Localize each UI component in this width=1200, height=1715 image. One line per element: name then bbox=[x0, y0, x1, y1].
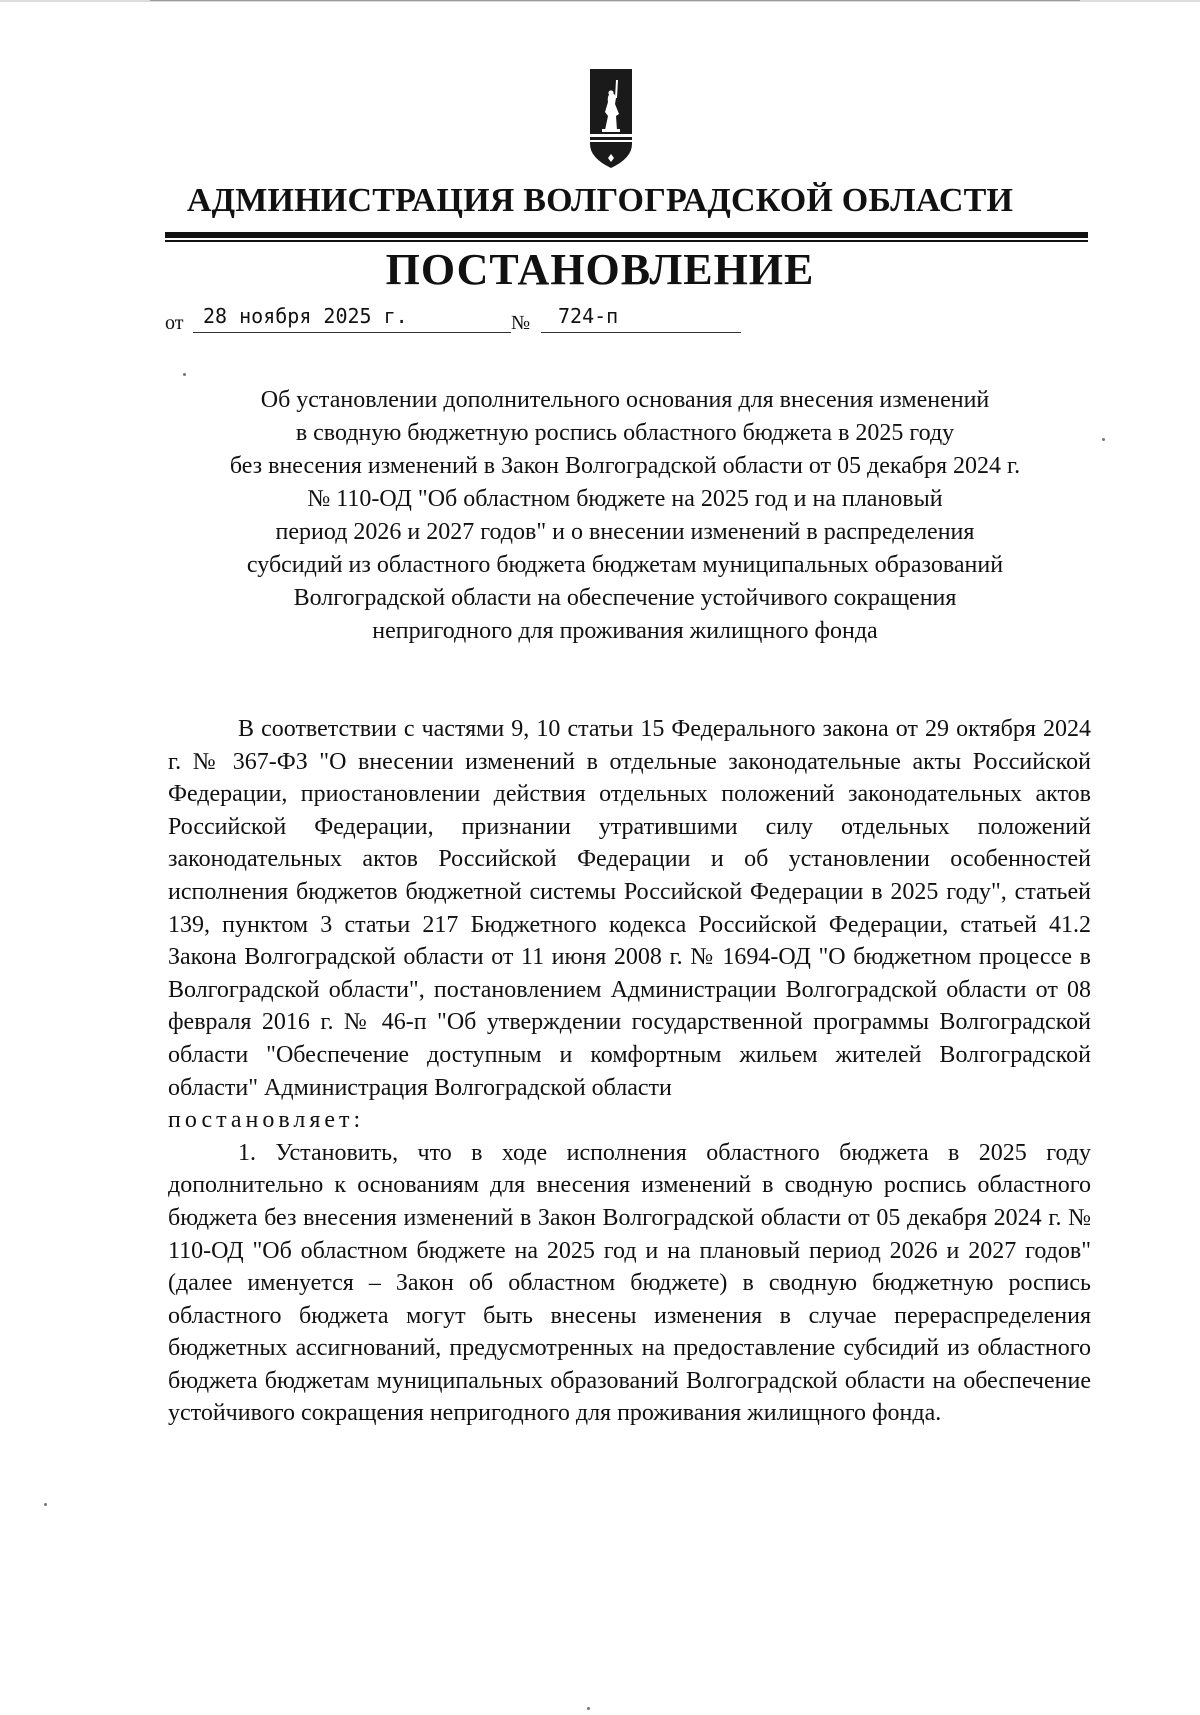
subject-line: без внесения изменений в Закон Волгоградской области от 05 декабря 2024 г. bbox=[229, 453, 1021, 479]
subject-line: период 2026 и 2027 годов" и о внесении изменений в распределения bbox=[275, 519, 975, 545]
document-subject bbox=[160, 384, 1090, 648]
volgograd-coat-of-arms-icon bbox=[589, 68, 633, 170]
subject-line: непригодного для проживания жилищного фонда bbox=[372, 618, 878, 644]
scan-top-line bbox=[150, 0, 1080, 1]
scan-speck bbox=[44, 1503, 47, 1506]
number-label: № bbox=[511, 312, 531, 334]
document-body bbox=[168, 713, 1091, 1430]
scan-speck bbox=[1102, 438, 1105, 441]
number-underline bbox=[541, 332, 741, 333]
subject-line: субсидий из областного бюджета бюджетам муниципальных образований bbox=[246, 552, 1004, 578]
date-label: от bbox=[165, 312, 184, 334]
document-type-title: ПОСТАНОВЛЕНИЕ bbox=[385, 245, 815, 294]
header-divider-thick bbox=[165, 232, 1088, 238]
item-1-paragraph: 1. Установить, что в ходе исполнения областного бюджета в 2025 году дополнительно к основаниям для внесения изменений в сводную роспись областного бюджета без внесения изменений в Закон Волгоградской области от 05 декабря 2024 г. № 110-ОД "Об областном бюджете на 2025 год и на плановый период 2026 и 2027 годов" (далее именуется – Закон об областном бюджете) в сводную бюджетную роспись областного бюджета могут быть внесены изменения в случае перераспределения бюджетных ассигнований, предусмотренных на предоставление субсидий из областного бюджета бюджетам муниципальных образований Волгоградской области на обеспечение устойчивого сокращения непригодного для проживания жилищного фонда. bbox=[168, 1139, 1091, 1427]
preamble-paragraph: В соответствии с частями 9, 10 статьи 15 Федерального закона от 29 октября 2024 г. № 367-ФЗ "О внесении изменений в отдельные законодательные акты Российской Федерации, приостановлении действия отдельных положений законодательных актов Российской Федерации, признании утратившими силу отдельных положений законодательных актов Российской Федерации и об установлении особенностей исполнения бюджетов бюджетной системы Российской Федерации в 2025 году", статьей 139, пунктом 3 статьи 217 Бюджетного кодекса Российской Федерации, статьей 41.2 Закона Волгоградской области от 11 июня 2008 г. № 1694-ОД "О бюджетном процессе в Волгоградской области", постановлением Администрации Волгоградской области от 08 февраля 2016 г. № 46-п "Об утверждении государственной программы Волгоградской области "Обеспечение доступным и комфортным жильем жителей Волгоградской области" Администрация Волгоградской области bbox=[168, 716, 1091, 1101]
header-divider-thin bbox=[165, 240, 1088, 242]
subject-line: № 110-ОД "Об областном бюджете на 2025 год и на плановый bbox=[307, 486, 943, 512]
scan-speck bbox=[587, 1707, 590, 1710]
date-value: 28 ноября 2025 г. bbox=[203, 304, 408, 328]
date-underline bbox=[193, 332, 511, 333]
document-meta-row bbox=[165, 302, 765, 336]
subject-line: Волгоградской области на обеспечение устойчивого сокращения bbox=[293, 585, 957, 611]
subject-line: в сводную бюджетную роспись областного бюджета в 2025 году bbox=[295, 420, 955, 446]
organization-name: АДМИНИСТРАЦИЯ ВОЛГОГРАДСКОЙ ОБЛАСТИ bbox=[186, 182, 1014, 219]
subject-line: Об установлении дополнительного основания для внесения изменений bbox=[260, 387, 990, 413]
resolves-word: постановляет: bbox=[168, 1107, 365, 1134]
scan-speck bbox=[183, 373, 186, 376]
number-value: 724-п bbox=[558, 304, 619, 328]
